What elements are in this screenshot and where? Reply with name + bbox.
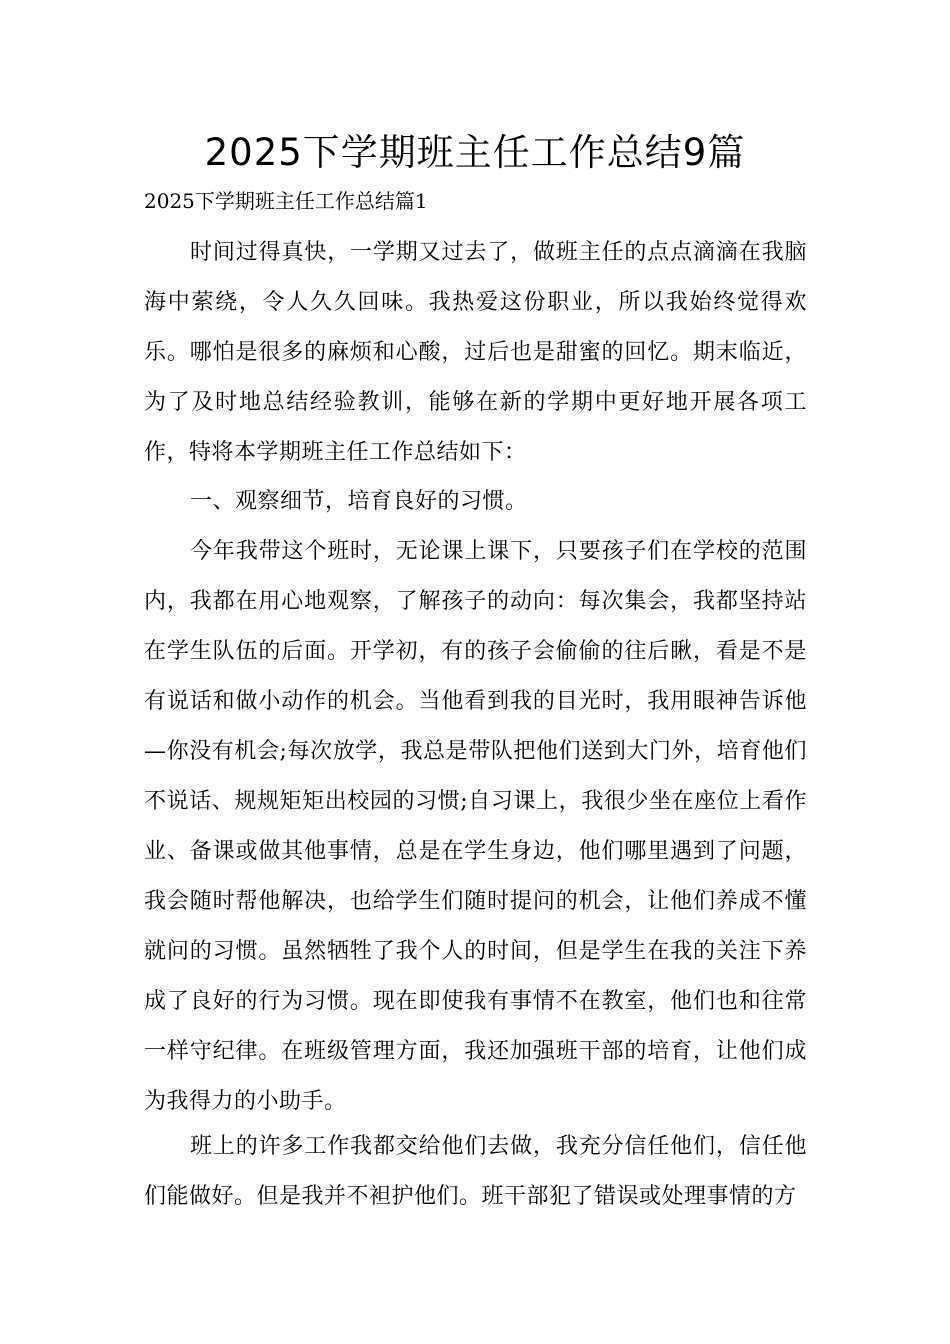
paragraph-class-leaders: 班上的许多工作我都交给他们去做，我充分信任他们，信任他们能做好。但是我并不袒护他们。班干部犯了错误或处理事情的方 bbox=[144, 1134, 807, 1209]
paragraph-observation: 今年我带这个班时，无论课上课下，只要孩子们在学校的范围内，我都在用心地观察，了解孩子的动向：每次集会，我都坚持站在学生队伍的后面。开学初，有的孩子会偷偷的往后瞅，看是不是有说话和做小动作的机会。当他看到我的目光时，我用眼神告诉他—你没有机会;每次放学，我总是带队把他们送到大门外，培育他们不说话、规规矩矩出校园的习惯;自习课上，我很少坐在座位上看作业、备课或做其他事情，总是在学生身边，他们哪里遇到了问题，我会随时帮他解决，也给学生们随时提问的机会，让他们养成不懂就问的习惯。虽然牺牲了我个人的时间，但是学生在我的关注下养成了良好的行为习惯。现在即使我有事情不在教室，他们也和往常一样守纪律。在班级管理方面，我还加强班干部的培育，让他们成为我得力的小助手。 bbox=[144, 539, 807, 1114]
document-title: 2025下学期班主任工作总结9篇 bbox=[204, 131, 746, 174]
paragraph-section-point-1: 一、观察细节，培育良好的习惯。 bbox=[190, 489, 528, 514]
section-heading: 2025下学期班主任工作总结篇1 bbox=[144, 189, 428, 213]
paragraph-intro: 时间过得真快，一学期又过去了，做班主任的点点滴滴在我脑海中萦绕，令人久久回味。我热爱这份职业，所以我始终觉得欢乐。哪怕是很多的麻烦和心酸，过后也是甜蜜的回忆。期末临近，为了及时地总结经验教训，能够在新的学期中更好地开展各项工作，特将本学期班主任工作总结如下： bbox=[144, 240, 807, 465]
